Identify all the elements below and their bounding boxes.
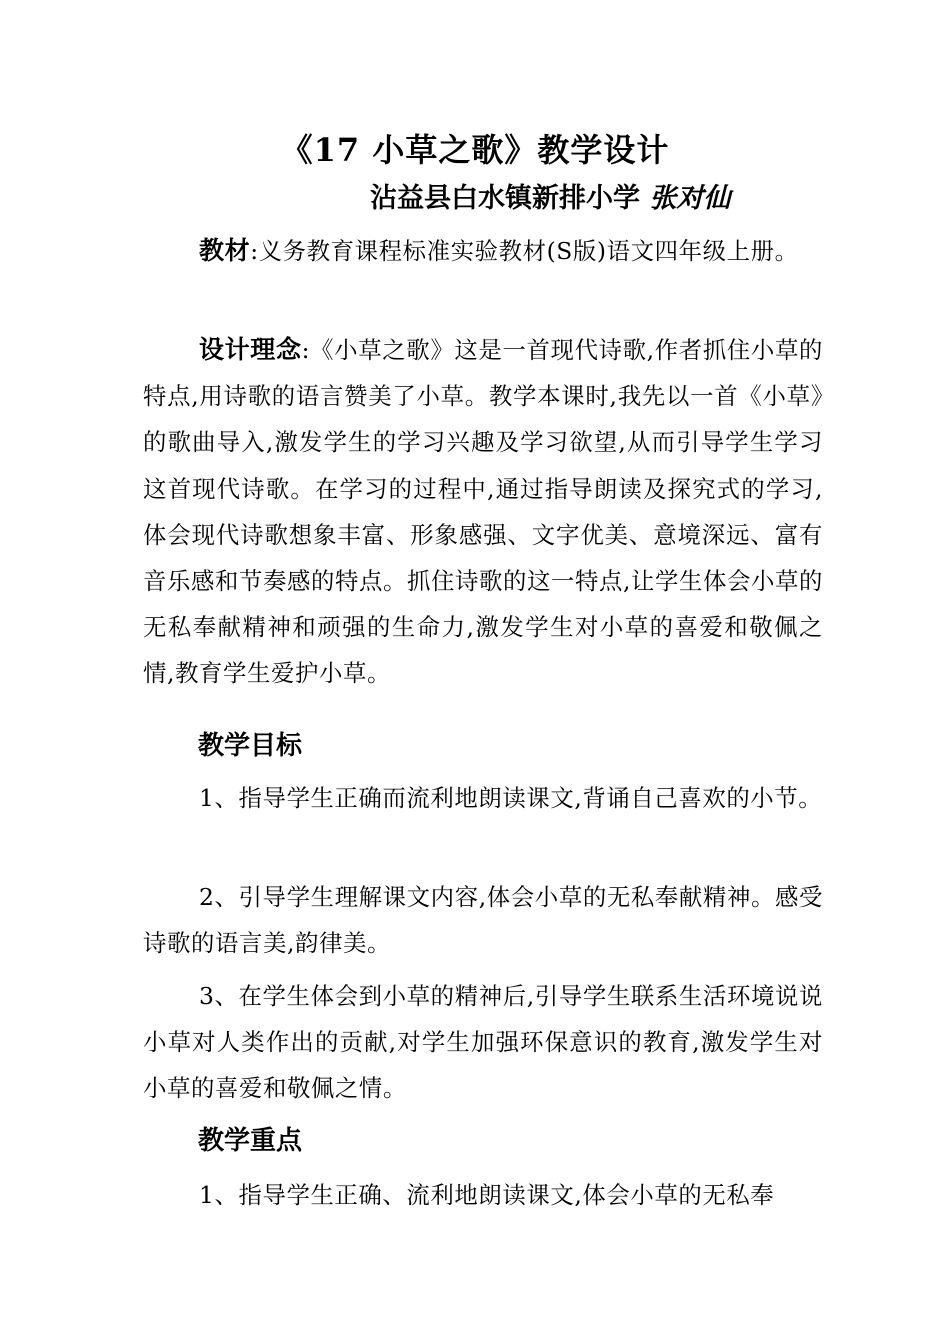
goal-item: 1、指导学生正确而流利地朗读课文,背诵自己喜欢的小节。 bbox=[199, 784, 823, 812]
goal-item: 2、引导学生理解课文内容,体会小草的无私奉献精神。感受诗歌的语言美,韵律美。 bbox=[143, 883, 823, 958]
design-concept-text: :《小草之歌》这是一首现代诗歌,作者抓住小草的特点,用诗歌的语言赞美了小草。教学本课时,我先以一首《小草》的歌曲导入,激发学生的学习兴趣及学习欲望,从而引导学生学习这首现代诗歌。在学习的过程中,通过指导朗读及探究式的学习,体会现代诗歌想象丰富、形象感强、文字优美、意境深远、富有音乐感和节奏感的特点。抓住诗歌的这一特点,让学生体会小草的无私奉献精神和顽强的生命力,激发学生对小草的喜爱和敬佩之情,教育学生爱护小草。 bbox=[143, 336, 823, 688]
author-school: 沾益县白水镇新排小学 bbox=[370, 183, 640, 214]
teaching-focus-heading: 教学重点 bbox=[198, 1126, 303, 1156]
author-name: 张对仙 bbox=[649, 183, 731, 214]
document-title: 《17 小草之歌》教学设计 bbox=[280, 131, 670, 169]
material-paragraph bbox=[143, 228, 823, 274]
material-text: :义务教育课程标准实验教材(S版)语文四年级上册。 bbox=[250, 237, 799, 265]
design-concept-paragraph bbox=[143, 327, 823, 697]
teaching-goals-heading: 教学目标 bbox=[198, 731, 303, 761]
design-concept-label: 设计理念 bbox=[199, 335, 302, 364]
author-line bbox=[370, 177, 730, 221]
focus-item: 1、指导学生正确、流利地朗读课文,体会小草的无私奉 bbox=[199, 1181, 775, 1209]
material-label: 教材 bbox=[199, 236, 251, 265]
goal-item: 3、在学生体会到小草的精神后,引导学生联系生活环境说说小草对人类作出的贡献,对学生加强环保意识的教育,激发学生对小草的喜爱和敬佩之情。 bbox=[143, 982, 823, 1103]
